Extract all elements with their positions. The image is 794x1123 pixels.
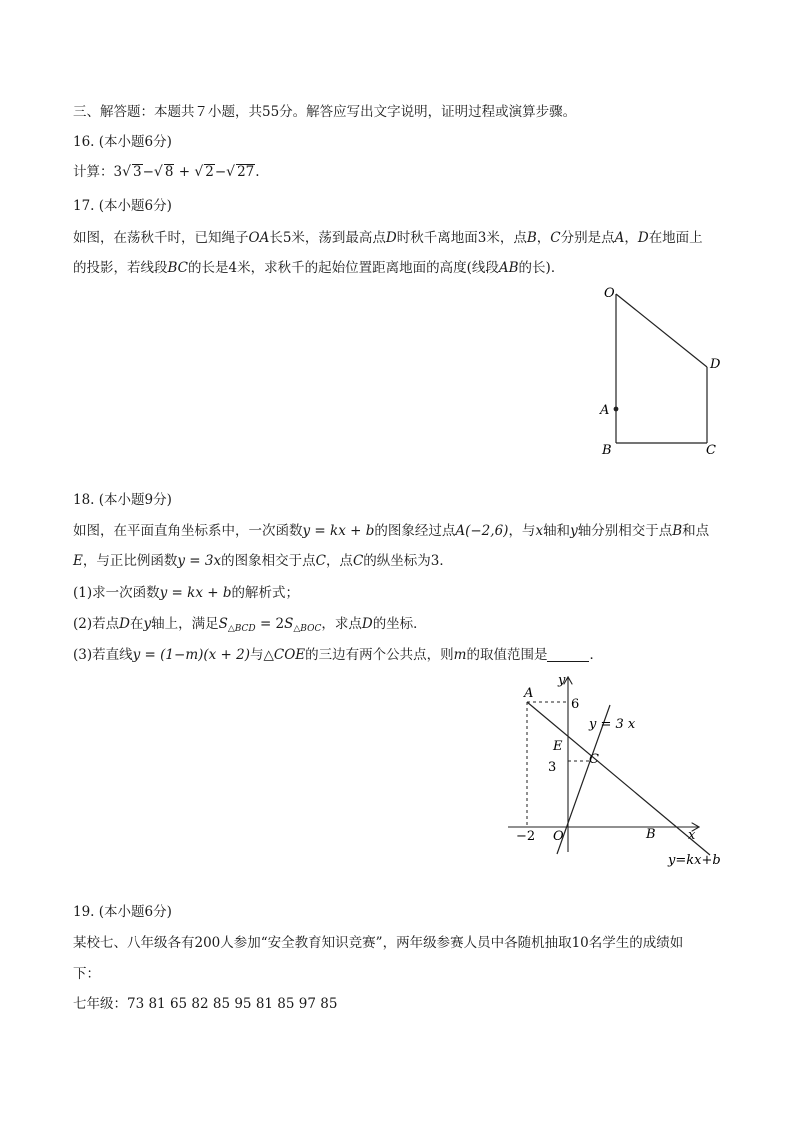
radicand-2: 2 — [205, 164, 214, 180]
period: . — [255, 164, 260, 180]
q19-text-line1: 某校七、八年级各有200人参加“安全教育知识竞赛”，两年级参赛人员中各随机抽取10名学生的成绩如 — [73, 935, 684, 951]
label-e: E — [553, 739, 563, 754]
grade7-scores: 七年级：73 81 65 82 85 95 81 85 97 85 — [73, 996, 338, 1012]
q18-text-line1: 如图，在平面直角坐标系中，一次函数y = kx + b的图象经过点A(−2,6)，与x轴和y轴分别相交于点B和点 — [73, 523, 710, 539]
q18-text-line2: E，与正比例函数y = 3x的图象相交于点C，点C的纵坐标为3． — [73, 553, 453, 569]
label-d: D — [710, 357, 721, 372]
label-neg-two: −2 — [516, 829, 536, 844]
q19-text-line2: 下： — [73, 966, 100, 982]
label-line-3x: y = 3 x — [589, 717, 636, 732]
label-three: 3 — [548, 760, 557, 775]
q17-text-line2: 的投影，若线段BC的长是4米，求秋千的起始位置距离地面的高度(线段AB的长)． — [73, 260, 565, 276]
label-a: A — [524, 686, 534, 701]
label-c: C — [589, 752, 599, 767]
swing-figure — [590, 280, 730, 465]
calc-label: 计算： — [73, 164, 114, 180]
label-b: B — [646, 827, 656, 842]
label-six: 6 — [571, 697, 580, 712]
q16-title: 16. (本小题6分) — [73, 134, 172, 150]
minus-sign: − — [142, 164, 154, 180]
point-a — [614, 407, 619, 412]
q18-title: 18. (本小题9分) — [73, 492, 172, 508]
minus-sign: − — [214, 164, 227, 180]
label-y-axis: y — [558, 673, 566, 688]
answer-blank — [547, 647, 589, 662]
q19-title: 19. (本小题6分) — [73, 904, 172, 920]
radicand-27: 27 — [237, 164, 255, 180]
label-o: O — [604, 286, 615, 301]
label-x-axis: x — [688, 828, 696, 843]
q16-expression: 计算：3√ 3−√ 8 + √ 2−√ 27. — [73, 164, 260, 180]
q17-text-line1: 如图，在荡秋千时，已知绳子OA长5米，荡到最高点D时秋千离地面3米，点B，C分别是点A，D在地面上 — [73, 230, 703, 246]
q18-part3: (3)若直线y = (1−m)(x + 2)与△COE的三边有两个公共点，则m的取值范围是 ． — [73, 647, 603, 663]
label-o: O — [553, 829, 564, 844]
section-header: 三、解答题：本题共７小题，共55分。解答应写出文字说明，证明过程或演算步骤。 — [73, 104, 577, 120]
plus-sign: + — [178, 164, 191, 180]
label-line-kx-b: y=kx+b — [668, 853, 721, 868]
coordinate-graph — [500, 670, 740, 875]
q17-title: 17. (本小题6分) — [73, 198, 172, 214]
q18-part2: (2)若点D在y轴上，满足$S_{\triangle BCD} = 2S_{\triangle BOC}$，求点D的坐标． — [73, 616, 427, 634]
label-b: B — [602, 443, 612, 458]
coef: 3 — [113, 164, 123, 180]
q18-part1: (1)求一次函数y = kx + b的解析式； — [73, 585, 299, 601]
label-a: A — [600, 403, 610, 418]
radicand-3: 3 — [133, 164, 142, 180]
radicand-8: 8 — [164, 164, 174, 180]
segment-od — [616, 294, 707, 367]
label-c: C — [706, 443, 716, 458]
